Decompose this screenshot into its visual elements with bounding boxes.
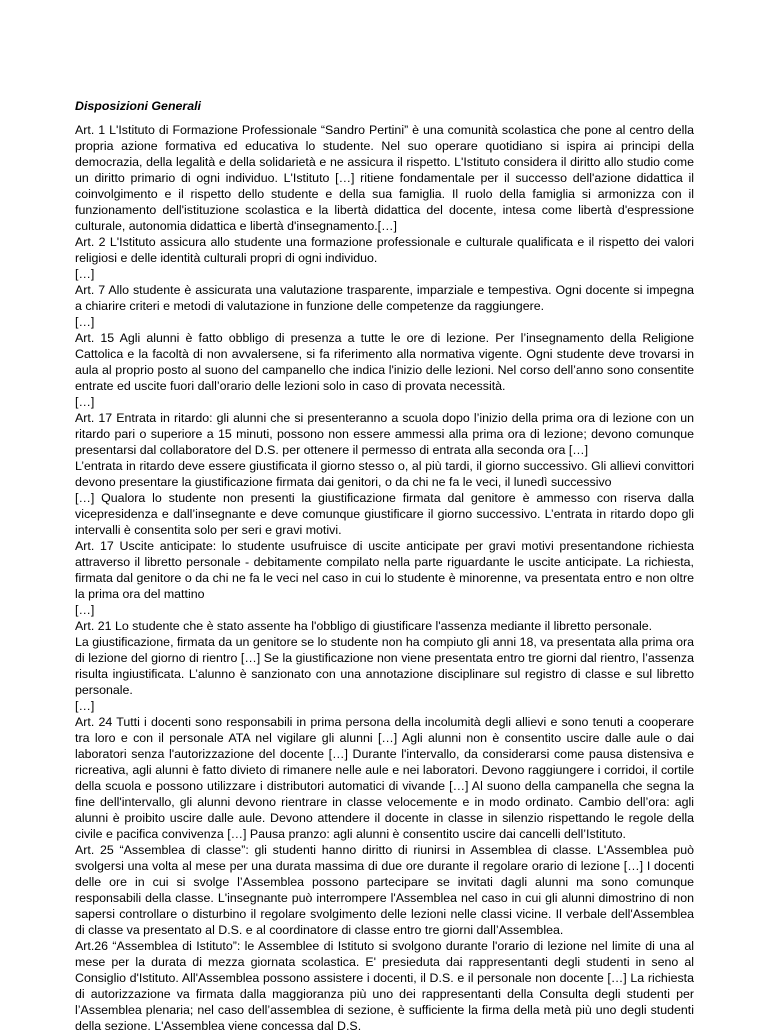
ellipsis-marker: […]	[75, 395, 95, 409]
paragraph-art-15: Art. 15 Agli alunni è fatto obbligo di presenza a tutte le ore di lezione. Per l’insegnamento della Religione Cattolica e la facoltà di non avvalersene, si fa riferimento alla normativa vigente. Ogni studente deve trovarsi in aula al proprio posto al suono del campanello che indica l'inizio delle lezioni. Nel corso dell’anno sono consentite entrate ed uscite fuori dall’orario delle lezioni solo in caso di provata necessità.	[75, 331, 694, 393]
ellipsis-marker: […]	[75, 315, 95, 329]
paragraph-late-entry-reserve: […] Qualora lo studente non presenti la giustificazione firmata dal genitore è ammesso con riserva dalla vicepresidenza e dall’insegnante e deve comunque giustificare il giorno successivo. L’entrata in ritardo dopo gli intervalli è consentita solo per seri e gravi motivi.	[75, 491, 694, 537]
document-body	[75, 122, 694, 1034]
paragraph-art-21: Art. 21 Lo studente che è stato assente ha l'obbligo di giustificare l'assenza mediante il libretto personale.	[75, 619, 653, 633]
paragraph-art-17-late-entry: Art. 17 Entrata in ritardo: gli alunni che si presenteranno a scuola dopo l’inizio della prima ora di lezione con un ritardo pari o superiore a 15 minuti, possono non essere ammessi alla prima ora di lezione; devono comunque presentarsi dal collaboratore del D.S. per ottenere il permesso di entrata alla seconda ora […]	[75, 411, 694, 457]
paragraph-art-2: Art. 2 L'Istituto assicura allo studente una formazione professionale e culturale qualificata e il rispetto dei valori religiosi e delle identità culturali propri di ogni individuo.	[75, 235, 694, 265]
paragraph-absence-justification: La giustificazione, firmata da un genitore se lo studente non ha compiuto gli anni 18, va presentata alla prima ora di lezione del giorno di rientro […] Se la giustificazione non viene presentata entro tre giorni dal rientro, l’assenza risulta ingiustificata. L’alunno è sanzionato con una annotazione disciplinare sul registro di classe e sul libretto personale.	[75, 635, 694, 697]
section-heading: Disposizioni Generali	[75, 99, 201, 113]
paragraph-art-26: Art.26 “Assemblea di Istituto”: le Assemblee di Istituto si svolgono durante l'orario di lezione nel limite di una al mese per la durata di mezza giornata scolastica. E' presieduta dai rappresentanti degli studenti in seno al Consiglio d'Istituto. All'Assemblea possono assistere i docenti, il D.S. e il personale non docente […] La richiesta di autorizzazione va firmata dalla maggioranza più uno dei rappresentanti della Consulta degli studenti per l’Assemblea plenaria; nel caso dell’assemblea di sezione, è sufficiente la firma della metà più uno degli studenti della sezione. L'Assemblea viene concessa dal D.S.	[75, 939, 694, 1033]
ellipsis-marker: […]	[75, 603, 95, 617]
paragraph-art-7: Art. 7 Allo studente è assicurata una valutazione trasparente, imparziale e tempestiva. Ogni docente si impegna a chiarire criteri e metodi di valutazione in funzione delle competenze da raggiungere.	[75, 283, 694, 313]
paragraph-art-17-early-exit: Art. 17 Uscite anticipate: lo studente usufruisce di uscite anticipate per gravi motivi presentandone richiesta attraverso il libretto personale - debitamente compilato nella parte riguardante le uscite anticipate. La richiesta, firmata dal genitore o da chi ne fa le veci nel caso in cui lo studente è minorenne, va presentata entro e non oltre la prima ora del mattino	[75, 539, 694, 601]
paragraph-art-25: Art. 25 “Assemblea di classe”: gli studenti hanno diritto di riunirsi in Assemblea di classe. L'Assemblea può svolgersi una volta al mese per una durata massima di due ore durante il regolare orario di lezione […] I docenti delle ore in cui si svolge l’Assemblea possono partecipare se invitati dagli alunni ma sono comunque responsabili della classe. L'insegnante può interrompere l'Assemblea nel caso in cui gli alunni dimostrino di non sapersi controllare o disturbino il regolare svolgimento delle lezioni nelle classi vicine. Il verbale dell'Assemblea di classe va presentato al D.S. e al coordinatore di classe entro tre giorni dall’Assemblea.	[75, 843, 694, 937]
document-page	[75, 98, 694, 1034]
paragraph-late-entry-justification: L’entrata in ritardo deve essere giustificata il giorno stesso o, al più tardi, il giorno successivo. Gli allievi convittori devono presentare la giustificazione firmata dai genitori, o da chi ne fa le veci, il lunedì successivo	[75, 459, 694, 489]
paragraph-art-24: Art. 24 Tutti i docenti sono responsabili in prima persona della incolumità degli allievi e sono tenuti a cooperare tra loro e con il personale ATA nel vigilare gli alunni […] Agli alunni non è consentito uscire dalle aule o dai laboratori senza l'autorizzazione del docente […] Durante l'intervallo, da considerarsi come pausa distensiva e ricreativa, agli alunni è fatto divieto di rimanere nelle aule e nei laboratori. Devono raggiungere i corridoi, il cortile della scuola e possono utilizzare i distributori automatici di vivande […] Al suono della campanella che segna la fine dell'intervallo, gli alunni devono rientrare in classe velocemente e in modo ordinato. Cambio dell’ora: agli alunni è proibito uscire dalle aule. Devono attendere il docente in classe in silenzio rispettando le regole della civile e pacifica convivenza […] Pausa pranzo: agli alunni è consentito uscire dai cancelli dell’Istituto.	[75, 715, 694, 841]
paragraph-art-1: Art. 1 L'Istituto di Formazione Professionale “Sandro Pertini” è una comunità scolastica che pone al centro della propria azione formativa ed educativa lo studente. Nel suo operare quotidiano si ispira ai principi della democrazia, della legalità e della solidarietà e ne assicura il rispetto. L'Istituto considera il diritto allo studio come un diritto primario di ogni individuo. L'Istituto […] ritiene fondamentale per il successo dell'azione didattica il coinvolgimento e il rispetto dello studente e della sua famiglia. Il ruolo della famiglia si armonizza con il funzionamento dell'istituzione scolastica e la libertà didattica del docente, intesa come libertà d'espressione culturale, autonomia didattica e libertà d'insegnamento.[…]	[75, 123, 694, 233]
ellipsis-marker: […]	[75, 699, 95, 713]
ellipsis-marker: […]	[75, 267, 95, 281]
